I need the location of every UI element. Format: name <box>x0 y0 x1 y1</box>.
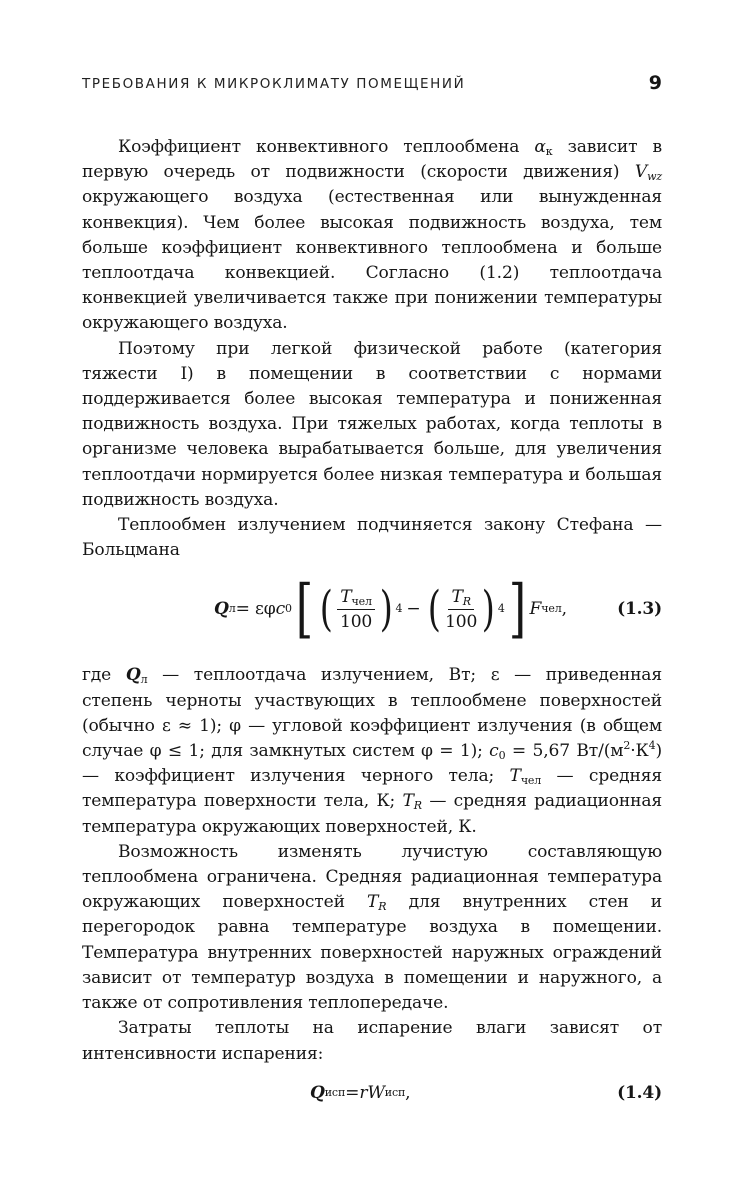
equation-number-1-4: (1.4) <box>617 1082 662 1103</box>
paragraph-evaporation: Затраты теплоты на испарение влаги зависят от интенсивности испарения: <box>82 1018 662 1064</box>
paragraph-convection: Коэффициент конвективного теплообмена $\alpha_к$ зависит в первую очередь от подвижности (скорости движения) $V_{wz}$ окружающего воздуха (естественная или вынужденная конвекция). Чем более высокая подвижность воздуха, тем больше коэффициент конвективного теплообмена и больше теплоотдача конвекцией. Согласно (1.2) теплоотдача конвекцией увеличивается также при понижении температуры окружающего воздуха. <box>82 137 663 334</box>
page-number: 9 <box>648 72 662 94</box>
paragraph-legend: где $Q_л$ — теплоотдача излучением, Вт; ε — приведенная степень черноты участвующих в теплообмене поверхностей (обычно ε ≈ 1); φ — угловой коэффициент излучения (в общем случае φ ≤ 1; для замкнутых систем φ = 1); $c_0 = 5,67$ $Вт/(м^2\cdot К^4)$ — коэффициент излучения черного тела; $T_{чел}$ — средняя температура поверхности тела, К; $T_R$ — средняя радиационная температура окружающих поверхностей, К. <box>82 665 662 837</box>
formula-1-3-expression: Q л = εφ c 0 [ ( $\frac{T_{чел}}{100}$ ) 4 − ( $\frac{T_R}{100}$ ) 4 ] F чел , <box>214 572 567 647</box>
running-title: ТРЕБОВАНИЯ К МИКРОКЛИМАТУ ПОМЕЩЕНИЙ <box>82 76 466 92</box>
running-header <box>82 72 662 96</box>
formula-1-4 <box>82 1071 662 1117</box>
page-body <box>82 135 662 1117</box>
paragraph-radiant: Возможность изменять лучистую составляющую теплообмена ограничена. Средняя радиационная температура окружающих поверхностей $T_R$ для внутренних стен и перегородок равна температуре воздуха в помещении. Температура внутренних поверхностей наружных ограждений зависит от температур воздуха в помещении и наружного, а также от сопротивления теплопередаче. <box>82 841 662 1014</box>
formula-1-3 <box>82 567 662 663</box>
formula-1-4-expression: Q исп = rW исп , <box>310 1082 411 1103</box>
paragraph-stefan-boltzmann: Теплообмен излучением подчиняется закону Стефана — Больцмана <box>82 515 662 561</box>
equation-number-1-3: (1.3) <box>617 599 662 620</box>
paragraph-work-category: Поэтому при легкой физической работе (категория тяжести I) в помещении в соответствии с нормами поддерживается более высокая температура и пониженная подвижность воздуха. При тяжелых работах, когда теплоты в организме человека вырабатывается больше, для увеличения теплоотдачи нормируется более низкая температура и большая подвижность воздуха. <box>82 338 662 510</box>
